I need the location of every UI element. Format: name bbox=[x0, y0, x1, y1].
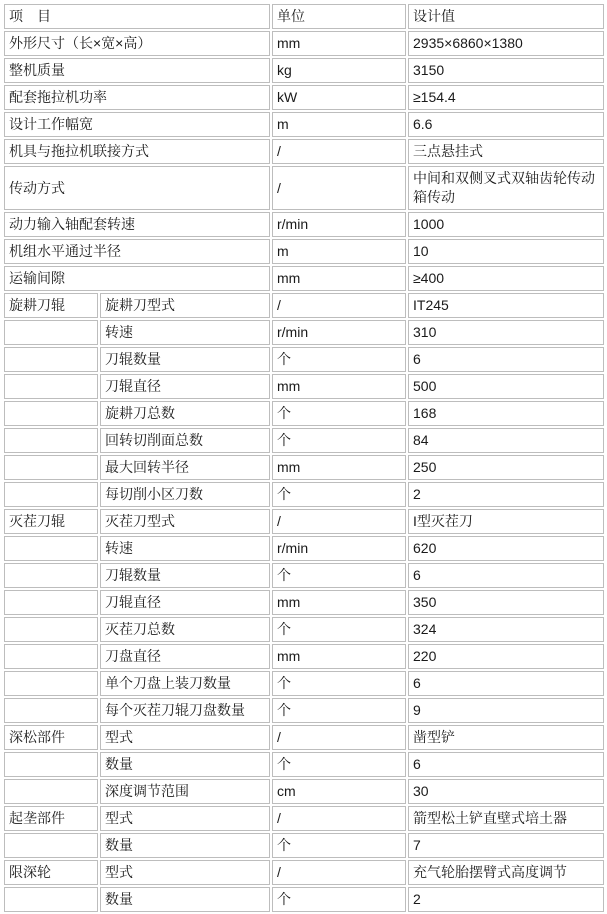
table-row bbox=[4, 509, 604, 534]
spec-item-cell: 型式 bbox=[100, 806, 270, 831]
spec-value-cell: 310 bbox=[408, 320, 604, 345]
spec-unit-cell: m bbox=[272, 239, 406, 264]
spec-group-cell bbox=[4, 779, 98, 804]
spec-value-cell: 2935×6860×1380 bbox=[408, 31, 604, 56]
spec-group-cell: 灭茬刀辊 bbox=[4, 509, 98, 534]
spec-value-cell: 3150 bbox=[408, 58, 604, 83]
spec-unit-cell: mm bbox=[272, 31, 406, 56]
spec-unit-cell: r/min bbox=[272, 320, 406, 345]
table-row bbox=[4, 112, 604, 137]
table-row bbox=[4, 31, 604, 56]
spec-group-cell bbox=[4, 482, 98, 507]
spec-item-cell: 灭茬刀型式 bbox=[100, 509, 270, 534]
spec-value-cell: 充气轮胎摆臂式高度调节 bbox=[408, 860, 604, 885]
spec-unit-cell: / bbox=[272, 166, 406, 210]
table-row bbox=[4, 239, 604, 264]
spec-item-cell: 单个刀盘上装刀数量 bbox=[100, 671, 270, 696]
spec-value-cell: 620 bbox=[408, 536, 604, 561]
spec-unit-cell: 个 bbox=[272, 833, 406, 858]
spec-group-cell bbox=[4, 887, 98, 912]
spec-value-cell: 箭型松土铲直壁式培土器 bbox=[408, 806, 604, 831]
header-row bbox=[4, 4, 604, 29]
spec-unit-cell: kW bbox=[272, 85, 406, 110]
table-row bbox=[4, 401, 604, 426]
spec-item-cell: 旋耕刀型式 bbox=[100, 293, 270, 318]
spec-group-cell: 旋耕刀辊 bbox=[4, 293, 98, 318]
spec-unit-cell: mm bbox=[272, 455, 406, 480]
spec-item-cell: 型式 bbox=[100, 860, 270, 885]
spec-item-cell: 运输间隙 bbox=[4, 266, 270, 291]
table-row bbox=[4, 617, 604, 642]
table-row bbox=[4, 806, 604, 831]
column-header-unit: 单位 bbox=[272, 4, 406, 29]
spec-unit-cell: / bbox=[272, 509, 406, 534]
spec-group-cell bbox=[4, 320, 98, 345]
spec-value-cell: 2 bbox=[408, 887, 604, 912]
spec-value-cell: ≥154.4 bbox=[408, 85, 604, 110]
spec-group-cell: 深松部件 bbox=[4, 725, 98, 750]
table-row bbox=[4, 698, 604, 723]
table-row bbox=[4, 887, 604, 912]
spec-unit-cell: 个 bbox=[272, 401, 406, 426]
spec-value-cell: 1000 bbox=[408, 212, 604, 237]
spec-table bbox=[2, 2, 606, 914]
spec-value-cell: 6 bbox=[408, 563, 604, 588]
spec-item-cell: 刀辊直径 bbox=[100, 590, 270, 615]
spec-group-cell bbox=[4, 644, 98, 669]
spec-item-cell: 转速 bbox=[100, 536, 270, 561]
spec-unit-cell: r/min bbox=[272, 212, 406, 237]
spec-group-cell: 限深轮 bbox=[4, 860, 98, 885]
spec-unit-cell: mm bbox=[272, 644, 406, 669]
spec-unit-cell: 个 bbox=[272, 671, 406, 696]
spec-item-cell: 动力输入轴配套转速 bbox=[4, 212, 270, 237]
spec-unit-cell: kg bbox=[272, 58, 406, 83]
spec-value-cell: 6.6 bbox=[408, 112, 604, 137]
table-row bbox=[4, 752, 604, 777]
spec-group-cell bbox=[4, 671, 98, 696]
spec-item-cell: 回转切削面总数 bbox=[100, 428, 270, 453]
spec-item-cell: 机组水平通过半径 bbox=[4, 239, 270, 264]
spec-unit-cell: / bbox=[272, 293, 406, 318]
table-row bbox=[4, 725, 604, 750]
spec-group-cell bbox=[4, 698, 98, 723]
spec-item-cell: 机具与拖拉机联接方式 bbox=[4, 139, 270, 164]
spec-unit-cell: 个 bbox=[272, 563, 406, 588]
spec-group-cell bbox=[4, 833, 98, 858]
spec-unit-cell: / bbox=[272, 725, 406, 750]
spec-value-cell: IT245 bbox=[408, 293, 604, 318]
spec-group-cell bbox=[4, 374, 98, 399]
spec-item-cell: 灭茬刀总数 bbox=[100, 617, 270, 642]
spec-item-cell: 最大回转半径 bbox=[100, 455, 270, 480]
table-row bbox=[4, 320, 604, 345]
spec-item-cell: 刀盘直径 bbox=[100, 644, 270, 669]
spec-unit-cell: m bbox=[272, 112, 406, 137]
spec-value-cell: 168 bbox=[408, 401, 604, 426]
spec-item-cell: 传动方式 bbox=[4, 166, 270, 210]
spec-item-cell: 整机质量 bbox=[4, 58, 270, 83]
spec-group-cell: 起垄部件 bbox=[4, 806, 98, 831]
spec-value-cell: 凿型铲 bbox=[408, 725, 604, 750]
spec-value-cell: 350 bbox=[408, 590, 604, 615]
spec-value-cell: 2 bbox=[408, 482, 604, 507]
spec-group-cell bbox=[4, 401, 98, 426]
spec-table-body bbox=[4, 31, 604, 912]
table-row bbox=[4, 58, 604, 83]
spec-value-cell: I型灭茬刀 bbox=[408, 509, 604, 534]
spec-unit-cell: / bbox=[272, 806, 406, 831]
spec-value-cell: 6 bbox=[408, 752, 604, 777]
spec-unit-cell: / bbox=[272, 860, 406, 885]
spec-value-cell: 250 bbox=[408, 455, 604, 480]
spec-value-cell: 中间和双侧叉式双轴齿轮传动箱传动 bbox=[408, 166, 604, 210]
table-row bbox=[4, 347, 604, 372]
spec-group-cell bbox=[4, 590, 98, 615]
spec-item-cell: 设计工作幅宽 bbox=[4, 112, 270, 137]
spec-value-cell: 500 bbox=[408, 374, 604, 399]
spec-unit-cell: mm bbox=[272, 374, 406, 399]
spec-unit-cell: 个 bbox=[272, 698, 406, 723]
table-row bbox=[4, 266, 604, 291]
spec-value-cell: 三点悬挂式 bbox=[408, 139, 604, 164]
spec-group-cell bbox=[4, 536, 98, 561]
spec-item-cell: 外形尺寸（长×宽×高） bbox=[4, 31, 270, 56]
table-row bbox=[4, 563, 604, 588]
spec-unit-cell: mm bbox=[272, 590, 406, 615]
spec-item-cell: 刀辊直径 bbox=[100, 374, 270, 399]
spec-item-cell: 数量 bbox=[100, 833, 270, 858]
spec-item-cell: 转速 bbox=[100, 320, 270, 345]
spec-unit-cell: / bbox=[272, 139, 406, 164]
spec-value-cell: 6 bbox=[408, 347, 604, 372]
table-row bbox=[4, 644, 604, 669]
table-row bbox=[4, 671, 604, 696]
spec-value-cell: 10 bbox=[408, 239, 604, 264]
table-row bbox=[4, 536, 604, 561]
table-row bbox=[4, 833, 604, 858]
spec-value-cell: ≥400 bbox=[408, 266, 604, 291]
spec-group-cell bbox=[4, 347, 98, 372]
spec-item-cell: 每切削小区刀数 bbox=[100, 482, 270, 507]
spec-unit-cell: 个 bbox=[272, 752, 406, 777]
spec-value-cell: 30 bbox=[408, 779, 604, 804]
spec-item-cell: 数量 bbox=[100, 752, 270, 777]
table-row bbox=[4, 428, 604, 453]
spec-item-cell: 型式 bbox=[100, 725, 270, 750]
spec-group-cell bbox=[4, 563, 98, 588]
table-row bbox=[4, 455, 604, 480]
table-row bbox=[4, 860, 604, 885]
spec-item-cell: 配套拖拉机功率 bbox=[4, 85, 270, 110]
spec-unit-cell: 个 bbox=[272, 482, 406, 507]
spec-group-cell bbox=[4, 455, 98, 480]
spec-value-cell: 7 bbox=[408, 833, 604, 858]
spec-unit-cell: 个 bbox=[272, 617, 406, 642]
spec-item-cell: 深度调节范围 bbox=[100, 779, 270, 804]
spec-unit-cell: r/min bbox=[272, 536, 406, 561]
table-row bbox=[4, 139, 604, 164]
spec-value-cell: 84 bbox=[408, 428, 604, 453]
spec-unit-cell: 个 bbox=[272, 887, 406, 912]
table-row bbox=[4, 779, 604, 804]
table-row bbox=[4, 166, 604, 210]
spec-unit-cell: mm bbox=[272, 266, 406, 291]
spec-item-cell: 数量 bbox=[100, 887, 270, 912]
spec-item-cell: 刀辊数量 bbox=[100, 563, 270, 588]
spec-value-cell: 6 bbox=[408, 671, 604, 696]
table-row bbox=[4, 590, 604, 615]
column-header-value: 设计值 bbox=[408, 4, 604, 29]
table-row bbox=[4, 293, 604, 318]
spec-value-cell: 324 bbox=[408, 617, 604, 642]
spec-item-cell: 旋耕刀总数 bbox=[100, 401, 270, 426]
spec-unit-cell: cm bbox=[272, 779, 406, 804]
table-row bbox=[4, 85, 604, 110]
table-row bbox=[4, 374, 604, 399]
table-row bbox=[4, 482, 604, 507]
spec-value-cell: 9 bbox=[408, 698, 604, 723]
spec-group-cell bbox=[4, 617, 98, 642]
table-row bbox=[4, 212, 604, 237]
spec-group-cell bbox=[4, 752, 98, 777]
spec-value-cell: 220 bbox=[408, 644, 604, 669]
spec-group-cell bbox=[4, 428, 98, 453]
spec-unit-cell: 个 bbox=[272, 428, 406, 453]
column-header-item: 项 目 bbox=[4, 4, 270, 29]
spec-unit-cell: 个 bbox=[272, 347, 406, 372]
spec-item-cell: 刀辊数量 bbox=[100, 347, 270, 372]
spec-item-cell: 每个灭茬刀辊刀盘数量 bbox=[100, 698, 270, 723]
